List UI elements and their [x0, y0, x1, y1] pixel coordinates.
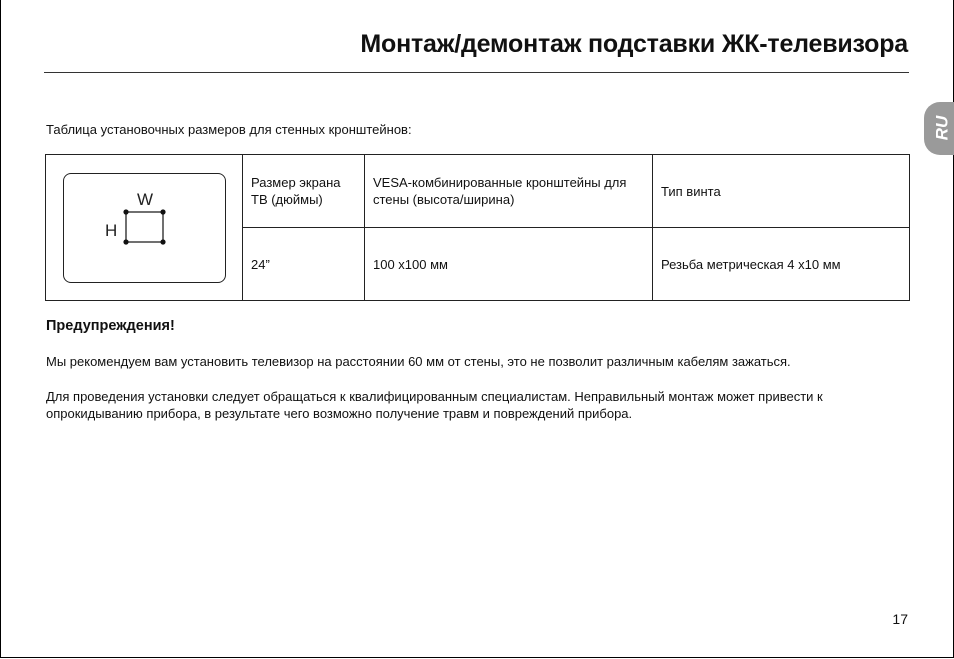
mount-hole: [123, 209, 128, 214]
width-label: W: [136, 189, 153, 209]
title-divider: [44, 72, 909, 73]
header-vesa: VESA-комбинированные кронштейны для стены (высота/ширина): [365, 155, 653, 228]
mount-rect: [126, 212, 163, 242]
header-screen-size: Размер экрана ТВ (дюймы): [243, 155, 365, 228]
mounting-size-table: [45, 154, 910, 301]
tv-outline-diagram: [63, 173, 226, 283]
header-screw-type: Тип винта: [653, 155, 910, 228]
warning-paragraph-2: Для проведения установки следует обращаться к квалифицированным специалистам. Неправильный монтаж может привести к опрокидыванию прибора, в результате чего возможно получение травм и повреждений прибора.: [46, 389, 823, 421]
table-intro: Таблица установочных размеров для стенных кронштейнов:: [46, 122, 412, 137]
cell-screw-type: Резьба метрическая 4 x10 мм: [653, 228, 910, 301]
warning-paragraph-1: Мы рекомендуем вам установить телевизор на расстоянии 60 мм от стены, это не позволит различным кабелям зажаться.: [46, 354, 791, 369]
vesa-pattern-diagram: [64, 174, 225, 282]
tv-diagram-cell: [46, 155, 243, 301]
cell-vesa: 100 x100 мм: [365, 228, 653, 301]
cell-screen-size: 24”: [243, 228, 365, 301]
mount-hole: [123, 239, 128, 244]
mount-hole: [160, 209, 165, 214]
language-tab: [924, 102, 954, 155]
height-label: H: [104, 220, 117, 240]
warnings-heading: Предупреждения!: [46, 318, 175, 334]
table-header-row: [46, 155, 910, 228]
mount-hole: [160, 239, 165, 244]
page-title: Монтаж/демонтаж подставки ЖК-телевизора: [360, 30, 908, 58]
page-number: 17: [892, 611, 908, 627]
language-tab-label: RU: [932, 115, 952, 141]
